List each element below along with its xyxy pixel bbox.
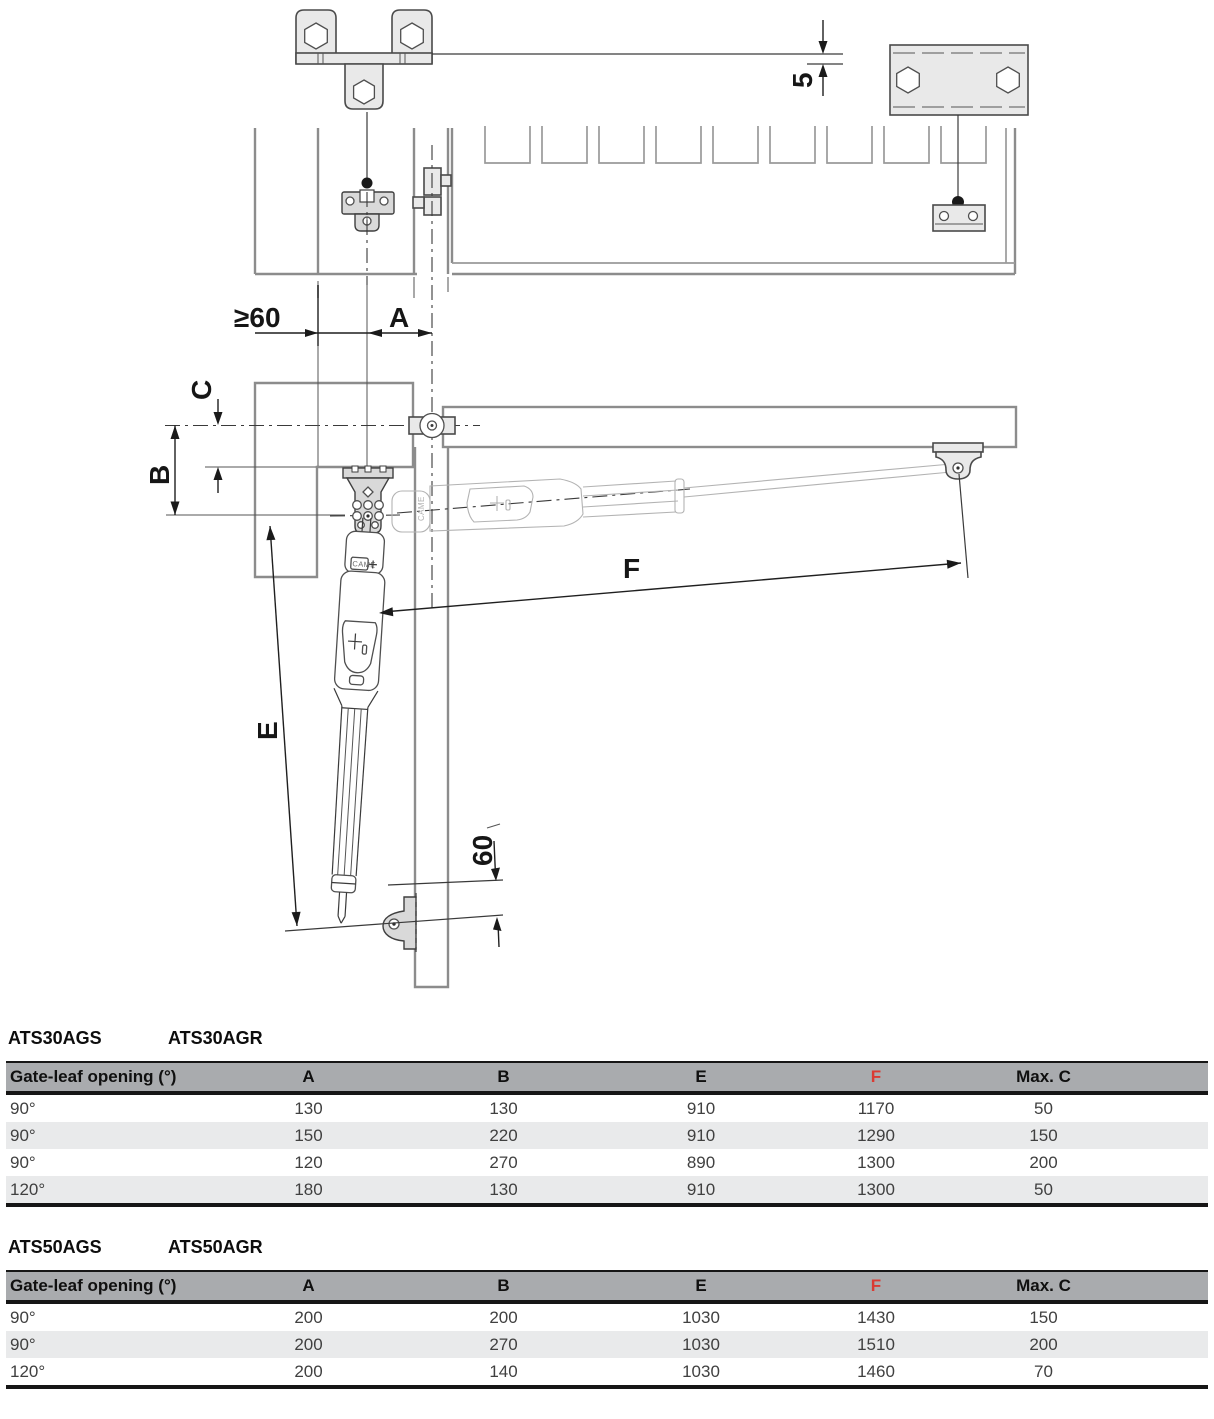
table-row	[6, 1331, 1208, 1358]
table-cell: 130	[489, 1179, 518, 1199]
table-cell: 90°	[10, 1125, 36, 1145]
table-cell: 120	[294, 1152, 323, 1172]
table-cell: 140	[489, 1361, 518, 1381]
table-cell: 200	[1029, 1152, 1058, 1172]
header-row	[6, 1271, 1208, 1302]
col-header-max-c: Max. C	[961, 1271, 1126, 1302]
gate-hinge-plan	[409, 414, 455, 438]
table-cell: 200	[294, 1361, 323, 1381]
table-cell: 50	[1034, 1098, 1053, 1118]
dimension-ge60-a	[234, 302, 432, 337]
col-header-b: B	[396, 1271, 611, 1302]
dimensions-table-ats50	[6, 1270, 1208, 1389]
table-cell: 270	[489, 1152, 518, 1172]
model-names-ats30	[8, 1028, 1214, 1049]
col-header-opening: Gate-leaf opening (°)	[6, 1271, 221, 1302]
table-row	[6, 1358, 1208, 1387]
table-cell: 120°	[10, 1179, 46, 1199]
table-cell: 150	[1029, 1307, 1058, 1327]
table-cell: 1030	[682, 1361, 720, 1381]
dim-label-ge60: ≥60	[234, 302, 281, 333]
col-header-opening: Gate-leaf opening (°)	[6, 1062, 221, 1093]
table-cell-filler	[1126, 1302, 1208, 1331]
top-right-plate-assembly	[432, 45, 1028, 231]
table-cell: 1510	[857, 1334, 895, 1354]
actuator-closed	[319, 517, 389, 925]
table-cell: 200	[1029, 1334, 1058, 1354]
table-cell: 220	[489, 1125, 518, 1145]
col-header-b: B	[396, 1062, 611, 1093]
table-cell-filler	[1126, 1176, 1208, 1205]
table-cell: 150	[1029, 1125, 1058, 1145]
hex-bolt-icon	[401, 23, 424, 49]
gate-leaf-bracket	[933, 443, 983, 578]
model-name: ATS50AGS	[8, 1237, 102, 1257]
dimension-f	[379, 553, 961, 616]
col-header-f: F	[791, 1062, 961, 1093]
col-header-a: A	[221, 1271, 396, 1302]
table-cell: 200	[489, 1307, 518, 1327]
table-row	[6, 1122, 1208, 1149]
dim-label-60: 60	[467, 834, 498, 866]
table-cell: 150	[294, 1125, 323, 1145]
header-row	[6, 1062, 1208, 1093]
section-ats50	[0, 1237, 1214, 1389]
table-row	[6, 1093, 1208, 1122]
table-cell: 90°	[10, 1334, 36, 1354]
dimension-5	[787, 20, 828, 96]
model-name: ATS30AGR	[168, 1028, 263, 1048]
table-cell: 1300	[857, 1179, 895, 1199]
table-cell: 1030	[682, 1307, 720, 1327]
front-bracket-assembly	[296, 10, 451, 231]
table-cell: 200	[294, 1334, 323, 1354]
col-header-filler	[1126, 1062, 1208, 1093]
table-cell: 70	[1034, 1361, 1053, 1381]
table-cell: 1170	[857, 1098, 895, 1118]
dimensions-table-ats30	[6, 1061, 1208, 1207]
striker-plate-front	[933, 205, 985, 231]
table-cell: 1300	[857, 1152, 895, 1172]
table-cell: 890	[686, 1152, 716, 1172]
table-cell-filler	[1126, 1149, 1208, 1176]
hex-bolt-icon	[997, 67, 1020, 93]
table-cell: 1460	[857, 1361, 895, 1381]
col-header-f: F	[791, 1271, 961, 1302]
hex-bolt-icon	[354, 80, 375, 104]
dim-label-5: 5	[787, 72, 818, 88]
table-cell: 50	[1034, 1179, 1053, 1199]
dim-label-c: C	[186, 379, 217, 400]
table-cell: 90°	[10, 1307, 36, 1327]
col-header-a: A	[221, 1062, 396, 1093]
dimension-e	[252, 526, 301, 926]
hex-bolt-icon	[305, 23, 328, 49]
leader-dot	[362, 178, 373, 189]
table-cell-filler	[1126, 1093, 1208, 1122]
table-cell: 90°	[10, 1098, 36, 1118]
col-header-filler	[1126, 1271, 1208, 1302]
anchor-bracket-plan	[343, 466, 393, 533]
table-cell: 90°	[10, 1152, 36, 1172]
dim-label-b: B	[144, 464, 175, 485]
actuator-ghost-horizontal	[392, 464, 951, 532]
hex-bolt-icon	[897, 67, 920, 93]
table-cell: 130	[489, 1098, 518, 1118]
table-body	[6, 1093, 1208, 1205]
table-cell: 130	[294, 1098, 323, 1118]
bottom-reference-lines	[285, 880, 503, 931]
section-ats30	[0, 1028, 1214, 1207]
table-cell-filler	[1126, 1358, 1208, 1387]
model-name: ATS50AGR	[168, 1237, 263, 1257]
table-cell-filler	[1126, 1122, 1208, 1149]
dim-label-f: F	[623, 553, 641, 584]
model-names-ats50	[8, 1237, 1214, 1258]
model-name: ATS30AGS	[8, 1028, 102, 1048]
dimension-60	[467, 824, 502, 947]
wall-bracket-front	[342, 190, 394, 231]
dimension-b	[144, 426, 180, 516]
table-cell: 200	[294, 1307, 323, 1327]
table-body	[6, 1302, 1208, 1387]
dimension-c	[186, 380, 223, 493]
table-row	[6, 1149, 1208, 1176]
table-row	[6, 1176, 1208, 1205]
table-cell: 180	[294, 1179, 323, 1199]
table-cell-filler	[1126, 1331, 1208, 1358]
table-cell: 1030	[682, 1334, 720, 1354]
table-cell: 1290	[857, 1125, 895, 1145]
col-header-e: E	[611, 1271, 791, 1302]
table-cell: 1430	[857, 1307, 895, 1327]
dim-label-a: A	[389, 302, 410, 333]
dim-label-e: E	[252, 721, 283, 740]
table-cell: 910	[686, 1098, 716, 1118]
came-logo-text: CAME	[417, 496, 426, 521]
table-cell: 120°	[10, 1361, 46, 1381]
table-cell: 910	[686, 1125, 716, 1145]
table-cell: 910	[686, 1179, 716, 1199]
fence-crenellations	[485, 126, 986, 163]
col-header-max-c: Max. C	[961, 1062, 1126, 1093]
table-cell: 270	[489, 1334, 518, 1354]
came-logo-text: CAME	[352, 559, 376, 570]
col-header-e: E	[611, 1062, 791, 1093]
table-row	[6, 1302, 1208, 1331]
